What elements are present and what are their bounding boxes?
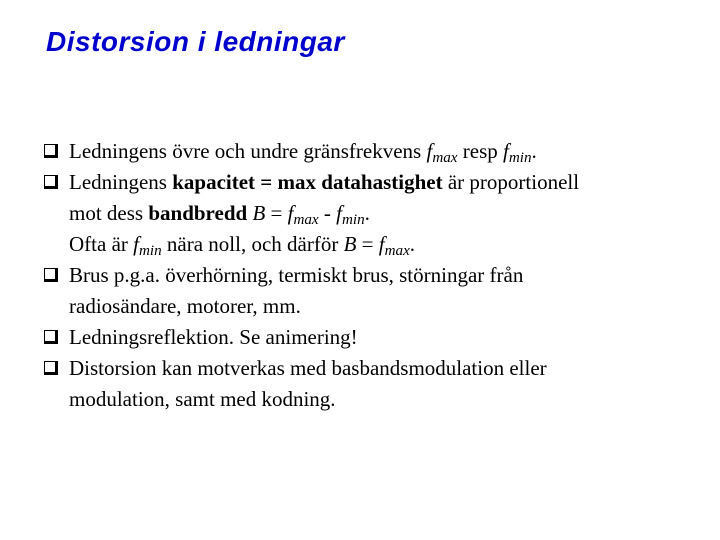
- text-run: =: [356, 232, 379, 256]
- slide-title: Distorsion i ledningar: [46, 26, 345, 57]
- text-run: B: [252, 201, 266, 225]
- bullet-item: [44, 353, 694, 415]
- text-run: Ofta är: [69, 232, 134, 256]
- text-run: bandbredd: [148, 201, 248, 225]
- checkbox-bullet-icon: [44, 144, 58, 158]
- bullet-line: [69, 384, 694, 415]
- text-run: Ledningens: [69, 170, 173, 194]
- text-run: f: [378, 232, 385, 256]
- checkbox-bullet-icon: [44, 361, 58, 375]
- subscript: max: [384, 243, 410, 260]
- subscript: min: [341, 212, 365, 229]
- bullet-item: [44, 260, 694, 322]
- text-run: .: [531, 139, 537, 163]
- text-run: .: [409, 232, 416, 256]
- text-run: Ledningsreflektion. Se animering!: [69, 325, 358, 349]
- text-run: .: [364, 201, 370, 225]
- subscript: min: [508, 150, 532, 167]
- text-run: Ledningens övre och undre gränsfrekvens: [69, 139, 427, 163]
- bullet-line: [69, 229, 694, 260]
- text-run: mot dess: [69, 201, 149, 225]
- text-run: nära noll, och därför: [161, 232, 344, 256]
- bullet-line: [69, 260, 694, 291]
- text-run: f: [133, 232, 139, 256]
- checkbox-bullet-icon: [44, 175, 58, 189]
- text-run: -: [318, 201, 337, 225]
- text-run: f: [336, 201, 342, 225]
- subscript: max: [432, 150, 458, 167]
- bullet-line: [69, 291, 694, 322]
- bullet-line: [69, 198, 694, 229]
- text-run: f: [426, 139, 433, 163]
- bullet-item: [44, 136, 694, 167]
- subscript: min: [138, 243, 162, 260]
- text-run: är proportionell: [442, 170, 580, 194]
- subscript: max: [293, 212, 319, 229]
- text-run: radiosändare, motorer, mm.: [69, 294, 301, 318]
- text-run: f: [287, 201, 294, 225]
- text-run: kapacitet = max datahastighet: [172, 170, 443, 194]
- checkbox-bullet-icon: [44, 330, 58, 344]
- bullet-list: [44, 136, 694, 415]
- text-run: f: [503, 139, 509, 163]
- text-run: resp: [457, 139, 503, 163]
- text-run: =: [265, 201, 288, 225]
- text-run: B: [343, 232, 357, 256]
- bullet-line: [69, 167, 694, 198]
- bullet-line: [69, 322, 694, 353]
- bullet-item: [44, 167, 694, 260]
- checkbox-bullet-icon: [44, 268, 58, 282]
- text-run: Brus p.g.a. överhörning, termiskt brus, störningar från: [69, 263, 524, 287]
- text-run: Distorsion kan motverkas med basbandsmodulation eller: [69, 356, 547, 380]
- text-run: modulation, samt med kodning.: [69, 387, 336, 411]
- bullet-item: [44, 322, 694, 353]
- bullet-line: [69, 353, 694, 384]
- bullet-line: [69, 136, 694, 167]
